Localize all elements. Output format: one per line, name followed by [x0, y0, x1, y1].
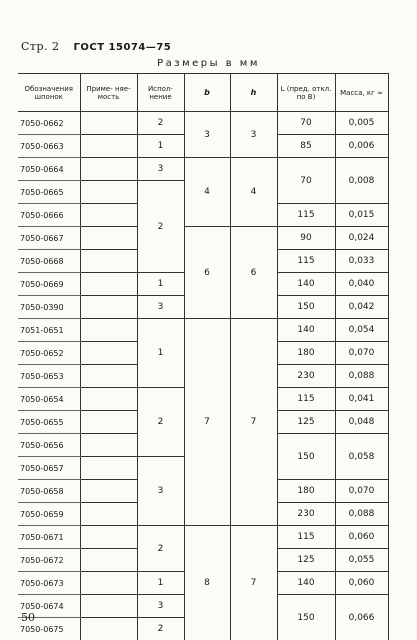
designation-cell: 7050-0669: [18, 273, 80, 296]
designation-cell: 7050-0656: [18, 434, 80, 457]
table-row: [18, 158, 388, 181]
length-cell: 115: [277, 204, 335, 227]
mass-cell: 0,070: [335, 342, 388, 365]
execution-cell: 1: [137, 135, 184, 158]
mass-cell: 0,048: [335, 411, 388, 434]
designation-cell: 7050-0674: [18, 595, 80, 618]
length-cell: 140: [277, 273, 335, 296]
mass-cell: 0,066: [335, 595, 388, 640]
col-header-execution: Испол- нение: [137, 74, 184, 112]
length-cell: 180: [277, 342, 335, 365]
mass-cell: 0,005: [335, 112, 388, 135]
col-header-h: h: [230, 74, 277, 112]
key-dimensions-table: [18, 73, 389, 640]
length-cell: 115: [277, 388, 335, 411]
execution-cell: 2: [137, 181, 184, 273]
applicability-cell: [80, 227, 137, 250]
table-header-row: [18, 74, 388, 112]
applicability-cell: [80, 526, 137, 549]
dimensions-note: Размеры в мм: [0, 58, 417, 69]
mass-cell: 0,041: [335, 388, 388, 411]
mass-cell: 0,088: [335, 503, 388, 526]
designation-cell: 7050-0662: [18, 112, 80, 135]
applicability-cell: [80, 480, 137, 503]
mass-cell: 0,008: [335, 158, 388, 204]
h-cell: 7: [230, 526, 277, 640]
execution-cell: 3: [137, 595, 184, 618]
applicability-cell: [80, 549, 137, 572]
length-cell: 115: [277, 250, 335, 273]
page-header: [21, 40, 171, 53]
mass-cell: 0,033: [335, 250, 388, 273]
designation-cell: 7050-0667: [18, 227, 80, 250]
applicability-cell: [80, 112, 137, 135]
execution-cell: 1: [137, 273, 184, 296]
applicability-cell: [80, 319, 137, 342]
table-row: [18, 112, 388, 135]
applicability-cell: [80, 595, 137, 618]
h-cell: 7: [230, 319, 277, 526]
applicability-cell: [80, 388, 137, 411]
b-cell: 6: [184, 227, 230, 319]
applicability-cell: [80, 411, 137, 434]
b-cell: 4: [184, 158, 230, 227]
length-cell: 230: [277, 365, 335, 388]
mass-cell: 0,042: [335, 296, 388, 319]
designation-cell: 7050-0657: [18, 457, 80, 480]
applicability-cell: [80, 572, 137, 595]
length-cell: 180: [277, 480, 335, 503]
applicability-cell: [80, 204, 137, 227]
b-cell: 7: [184, 319, 230, 526]
page-number: 50: [21, 611, 35, 624]
designation-cell: 7050-0658: [18, 480, 80, 503]
mass-cell: 0,088: [335, 365, 388, 388]
execution-cell: 2: [137, 618, 184, 640]
applicability-cell: [80, 181, 137, 204]
mass-cell: 0,040: [335, 273, 388, 296]
designation-cell: 7050-0665: [18, 181, 80, 204]
length-cell: 115: [277, 526, 335, 549]
table-row: [18, 319, 388, 342]
designation-cell: 7050-0666: [18, 204, 80, 227]
applicability-cell: [80, 250, 137, 273]
designation-cell: 7050-0668: [18, 250, 80, 273]
length-cell: 125: [277, 411, 335, 434]
length-cell: 150: [277, 434, 335, 480]
h-cell: 3: [230, 112, 277, 158]
length-cell: 140: [277, 572, 335, 595]
h-cell: 6: [230, 227, 277, 319]
execution-cell: 1: [137, 572, 184, 595]
col-header-designation: Обозначения шпонок: [18, 74, 80, 112]
length-cell: 70: [277, 112, 335, 135]
col-header-mass: Масса, кг ≈: [335, 74, 388, 112]
execution-cell: 3: [137, 457, 184, 526]
applicability-cell: [80, 342, 137, 365]
table-row: [18, 526, 388, 549]
length-cell: 150: [277, 595, 335, 640]
mass-cell: 0,055: [335, 549, 388, 572]
length-cell: 230: [277, 503, 335, 526]
execution-cell: 2: [137, 526, 184, 572]
b-cell: 8: [184, 526, 230, 640]
page-label: Стр. 2: [21, 40, 60, 53]
applicability-cell: [80, 503, 137, 526]
table-row: [18, 227, 388, 250]
length-cell: 140: [277, 319, 335, 342]
h-cell: 4: [230, 158, 277, 227]
applicability-cell: [80, 434, 137, 457]
col-header-length: L (пред. откл. по B): [277, 74, 335, 112]
execution-cell: 3: [137, 158, 184, 181]
designation-cell: 7050-0664: [18, 158, 80, 181]
col-header-applicability: Приме- няе- мость: [80, 74, 137, 112]
length-cell: 125: [277, 549, 335, 572]
applicability-cell: [80, 158, 137, 181]
length-cell: 150: [277, 296, 335, 319]
designation-cell: 7050-0655: [18, 411, 80, 434]
col-header-b: b: [184, 74, 230, 112]
designation-cell: 7050-0653: [18, 365, 80, 388]
designation-cell: 7050-0652: [18, 342, 80, 365]
mass-cell: 0,015: [335, 204, 388, 227]
mass-cell: 0,054: [335, 319, 388, 342]
length-cell: 85: [277, 135, 335, 158]
b-cell: 3: [184, 112, 230, 158]
execution-cell: 2: [137, 388, 184, 457]
designation-cell: 7050-0654: [18, 388, 80, 411]
designation-cell: 7051-0651: [18, 319, 80, 342]
designation-cell: 7050-0672: [18, 549, 80, 572]
designation-cell: 7050-0675: [18, 618, 80, 640]
applicability-cell: [80, 618, 137, 640]
applicability-cell: [80, 273, 137, 296]
length-cell: 70: [277, 158, 335, 204]
applicability-cell: [80, 457, 137, 480]
mass-cell: 0,006: [335, 135, 388, 158]
execution-cell: 1: [137, 319, 184, 388]
applicability-cell: [80, 365, 137, 388]
mass-cell: 0,024: [335, 227, 388, 250]
mass-cell: 0,058: [335, 434, 388, 480]
designation-cell: 7050-0673: [18, 572, 80, 595]
designation-cell: 7050-0390: [18, 296, 80, 319]
execution-cell: 2: [137, 112, 184, 135]
applicability-cell: [80, 296, 137, 319]
mass-cell: 0,060: [335, 572, 388, 595]
execution-cell: 3: [137, 296, 184, 319]
standard-number: ГОСТ 15074—75: [74, 42, 172, 53]
designation-cell: 7050-0663: [18, 135, 80, 158]
mass-cell: 0,070: [335, 480, 388, 503]
designation-cell: 7050-0659: [18, 503, 80, 526]
designation-cell: 7050-0671: [18, 526, 80, 549]
length-cell: 90: [277, 227, 335, 250]
mass-cell: 0,060: [335, 526, 388, 549]
applicability-cell: [80, 135, 137, 158]
